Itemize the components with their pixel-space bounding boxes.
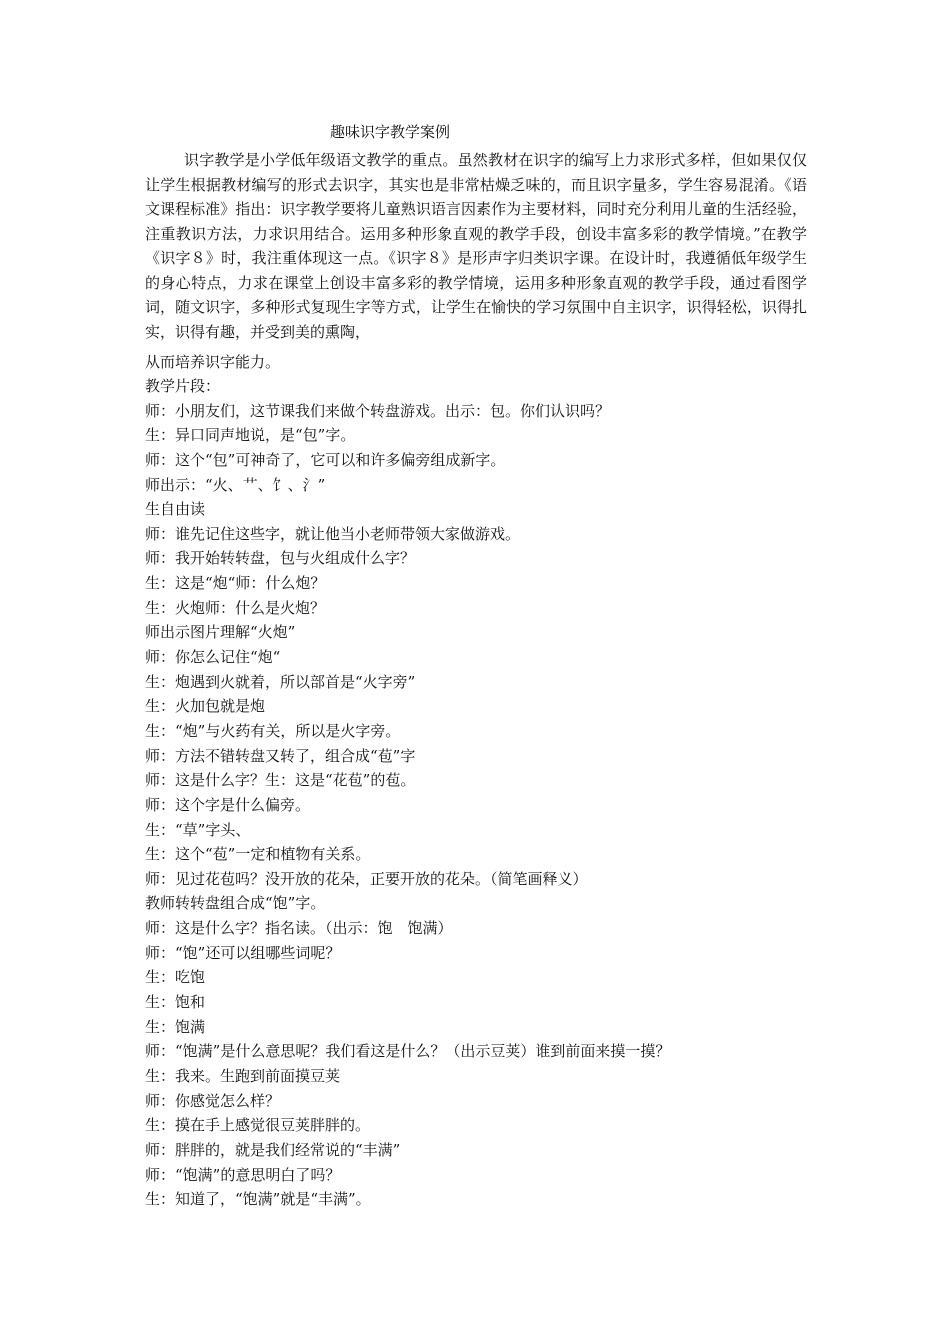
dialogue-line: 师出示：“火、艹、饣、氵” (145, 475, 326, 494)
dialogue-line: 师：方法不错转盘又转了，组合成“苞”字 (145, 746, 416, 765)
dialogue-line: 生：火加包就是炮 (145, 697, 266, 716)
dialogue-line: 师：见过花苞吗？没开放的花朵，正要开放的花朵。（简笔画释义） (145, 869, 588, 888)
dialogue-line: 师：小朋友们，这节课我们来做个转盘游戏。出示：包。你们认识吗？ (145, 401, 611, 420)
dialogue-line: 师：“饱满”的意思明白了吗？ (145, 1165, 341, 1184)
dialogue-line: 教师转转盘组合成“饱”字。 (145, 894, 326, 913)
dialogue-line: 师：这是什么字？指名读。（出示：饱 饱满） (145, 919, 453, 938)
dialogue-line: 师：这是什么字？生：这是“花苞”的苞。 (145, 771, 416, 790)
dialogue-line: 师：这个字是什么偏旁。 (145, 795, 311, 814)
dialogue-line: 师：“饱”还可以组哪些词呢？ (145, 943, 341, 962)
teaching-dialogue (145, 374, 670, 1212)
dialogue-line: 教学片段： (145, 377, 221, 395)
dialogue-line: 师出示图片理解“火炮” (145, 623, 296, 642)
dialogue-line: 师：胖胖的，就是我们经常说的“丰满” (145, 1140, 401, 1159)
dialogue-line: 生：吃饱 (145, 968, 206, 987)
document-title: 趣味识字教学案例 (330, 123, 451, 141)
dialogue-line: 生：这是“炮“师：什么炮？ (145, 574, 326, 593)
dialogue-line: 生：知道了，“饱满”就是“丰满”。 (145, 1190, 371, 1209)
dialogue-line: 生：这个“苞”一定和植物有关系。 (145, 845, 371, 864)
dialogue-line: 师：你怎么记住“炮“ (145, 648, 281, 667)
dialogue-line: 师：你感觉怎么样？ (145, 1091, 281, 1110)
dialogue-line: 师：这个“包”可神奇了，它可以和许多偏旁组成新字。 (145, 450, 506, 469)
dialogue-line: 生：“草”字头、 (145, 820, 251, 839)
dialogue-line: 师：“饱满”是什么意思呢？我们看这是什么？（出示豆荚）谁到前面来摸一摸？ (145, 1042, 671, 1061)
dialogue-line: 生：“炮”与火药有关，所以是火字旁。 (145, 721, 401, 740)
intro-paragraph: 识字教学是小学低年级语文教学的重点。虽然教材在识字的编写上力求形式多样，但如果仅仅让学生根据教材编写的形式去识字，其实也是非常枯燥乏味的，而且识字量多，学生容易混淆。《语文课程标准》指出：识字教学要将儿童熟识语言因素作为主要材料，同时充分利用儿童的生活经验，注重教识方法，力求识用结合。运用多种形象直观的教学手段，创设丰富多彩的教学情境。”在教学《识字８》时，我注重体现这一点。《识字８》是形声字归类识字课。在设计时，我遵循低年级学生的身心特点，力求在课堂上创设丰富多彩的教学情境，运用多种形象直观的教学手段，通过看图学词，随文识字，多种形式复现生字等方式，让学生在愉快的学习氛围中自主识字，识得轻松，识得扎实，识得有趣，并受到美的熏陶， (145, 151, 807, 341)
intro-paragraph-tail: 从而培养识字能力。 (145, 353, 281, 371)
dialogue-line: 生：我来。生跑到前面摸豆荚 (145, 1066, 341, 1085)
dialogue-line: 生：饱和 (145, 993, 206, 1012)
dialogue-line: 生：摸在手上感觉很豆荚胖胖的。 (145, 1116, 371, 1135)
dialogue-line: 师：谁先记住这些字，就让他当小老师带领大家做游戏。 (145, 524, 521, 543)
dialogue-line: 师：我开始转转盘，包与火组成什么字？ (145, 549, 416, 568)
dialogue-line: 生：炮遇到火就着，所以部首是“火字旁” (145, 672, 416, 691)
dialogue-line: 生：异口同声地说，是“包”字。 (145, 426, 356, 445)
dialogue-line: 生自由读 (145, 500, 206, 519)
dialogue-line: 生：火炮师：什么是火炮？ (145, 598, 326, 617)
dialogue-line: 生：饱满 (145, 1017, 206, 1036)
